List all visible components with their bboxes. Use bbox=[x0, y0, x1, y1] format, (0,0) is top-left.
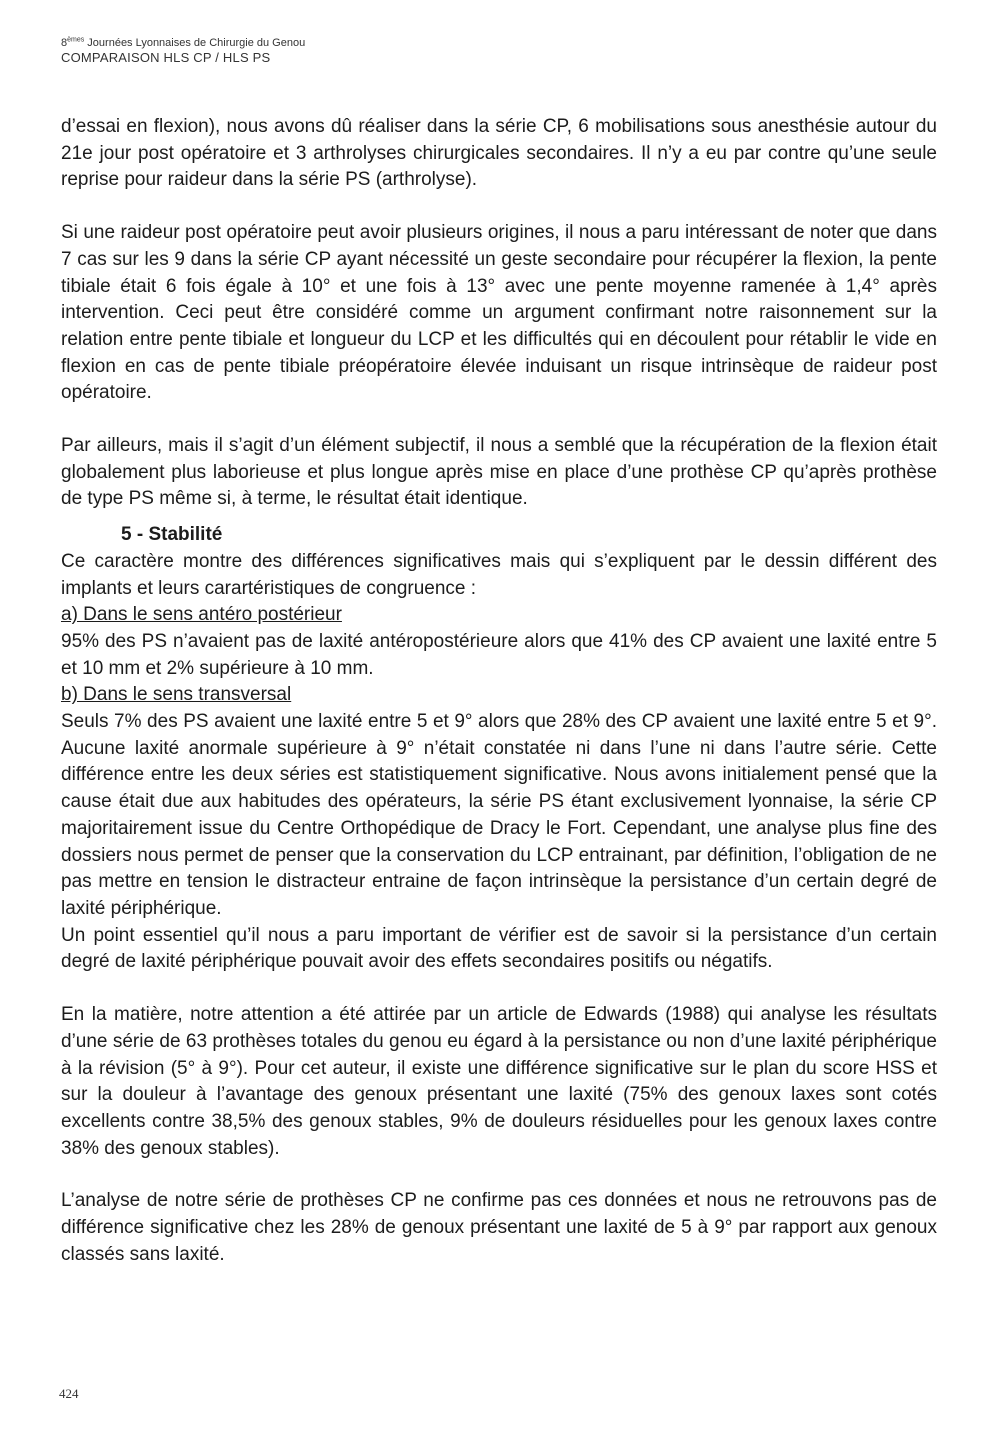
paragraph-gap bbox=[61, 513, 937, 522]
page-number: 424 bbox=[59, 1386, 79, 1401]
conference-name bbox=[61, 36, 305, 50]
paragraph-gap bbox=[61, 194, 937, 220]
paragraph-flexion-mobilisations: d’essai en flexion), nous avons dû réaliser dans la série CP, 6 mobilisations sous anesthésie autour du 21e jour post opératoire et 3 arthrolyses chirurgicales secondaires. Il n’y a eu par contre qu’une seule reprise pour raideur dans la série PS (arthrolyse). bbox=[61, 116, 937, 191]
paragraph-gap bbox=[61, 407, 937, 433]
edition-number: 8 bbox=[61, 37, 68, 49]
subheading-transversal: b) Dans le sens transversal bbox=[61, 684, 292, 706]
section-heading-stability: 5 - Stabilité bbox=[121, 524, 223, 546]
paragraph-anteroposterior-laxity: 95% des PS n’avaient pas de laxité antéropostérieure alors que 41% des CP avaient une laxité entre 5 et 10 mm et 2% supérieure à 10 mm. bbox=[61, 630, 937, 679]
section-title: COMPARAISON HLS CP / HLS PS bbox=[61, 50, 271, 65]
conference-title: Journées Lyonnaises de Chirurgie du Genou bbox=[84, 37, 306, 49]
paragraph-gap bbox=[61, 1162, 937, 1188]
paragraph-gap bbox=[61, 976, 937, 1002]
paragraph-edwards-study: En la matière, notre attention a été attirée par un article de Edwards (1988) qui analyse les résultats d’une série de 63 prothèses totales du genou eu égard à la persistance ou non d’une laxité périphérique à la révision (5° à 9°). Pour cet auteur, il existe une différence significative sur le plan du score HSS et sur la douleur à l’avantage des genoux présentant une laxité (75% des genoux laxes sont cotés excellents contre 38,5% des genoux stables, 9% de douleurs résiduelles pour les genoux laxes contre 38% des genoux stables). bbox=[61, 1004, 937, 1159]
paragraph-laxity-effects: Un point essentiel qu’il nous a paru important de vérifier est de savoir si la persistance d’un certain degré de laxité périphérique pouvait avoir des effets secondaires positifs ou négatifs. bbox=[61, 924, 937, 973]
article-body bbox=[61, 114, 937, 1268]
paragraph-transversal-laxity: Seuls 7% des PS avaient une laxité entre 5 et 9° alors que 28% des CP avaient une laxité entre 5 et 9°. Aucune laxité anormale supérieure à 9° n’était constatée ni dans l’une ni dans l’autre série. Cette différence entre les deux séries est statistiquement significative. Nous avons initialement pensé que la cause était due aux habitudes des opérateurs, la série PS étant exclusivement lyonnaise, la série CP majoritairement issue du Centre Orthopédique de Dracy le Fort. Cependant, une analyse plus fine des dossiers nous permet de penser que la conservation du LCP entrainant, par définition, l’obligation de ne pas mettre en tension le distracteur entraine de façon intrinsèque la persistance d’un certain degré de laxité périphérique. bbox=[61, 711, 937, 919]
paragraph-tibial-slope: Si une raideur post opératoire peut avoir plusieurs origines, il nous a paru intéressant de noter que dans 7 cas sur les 9 dans la série CP ayant nécessité un geste secondaire pour récupérer la flexion, la pente tibiale était 6 fois égale à 10° et une fois à 13° avec une pente moyenne ramenée à 1,4° après intervention. Ceci peut être considéré comme un argument confirmant notre raisonnement sur la relation entre pente tibiale et longueur du LCP et les difficultés qui en découlent pour rétablir le vide en flexion en cas de pente tibiale préopératoire élevée induisant un risque intrinsèque de raideur post opératoire. bbox=[61, 222, 937, 404]
subheading-anteroposterior: a) Dans le sens antéro postérieur bbox=[61, 604, 342, 626]
edition-suffix: èmes bbox=[67, 36, 85, 44]
paragraph-stability-intro: Ce caractère montre des différences significatives mais qui s’expliquent par le dessin différent des implants et leurs carartéristiques de congruence : bbox=[61, 550, 937, 599]
paragraph-flexion-recovery: Par ailleurs, mais il s’agit d’un élément subjectif, il nous a semblé que la récupération de la flexion était globalement plus laborieuse et plus longue après mise en place d’une prothèse CP qu’après prothèse de type PS même si, à terme, le résultat était identique. bbox=[61, 435, 937, 510]
running-header bbox=[61, 36, 305, 66]
paragraph-cp-series-analysis: L’analyse de notre série de prothèses CP ne confirme pas ces données et nous ne retrouvons pas de différence significative chez les 28% de genoux présentant une laxité de 5 à 9° par rapport aux genoux classés sans laxité. bbox=[61, 1190, 937, 1265]
